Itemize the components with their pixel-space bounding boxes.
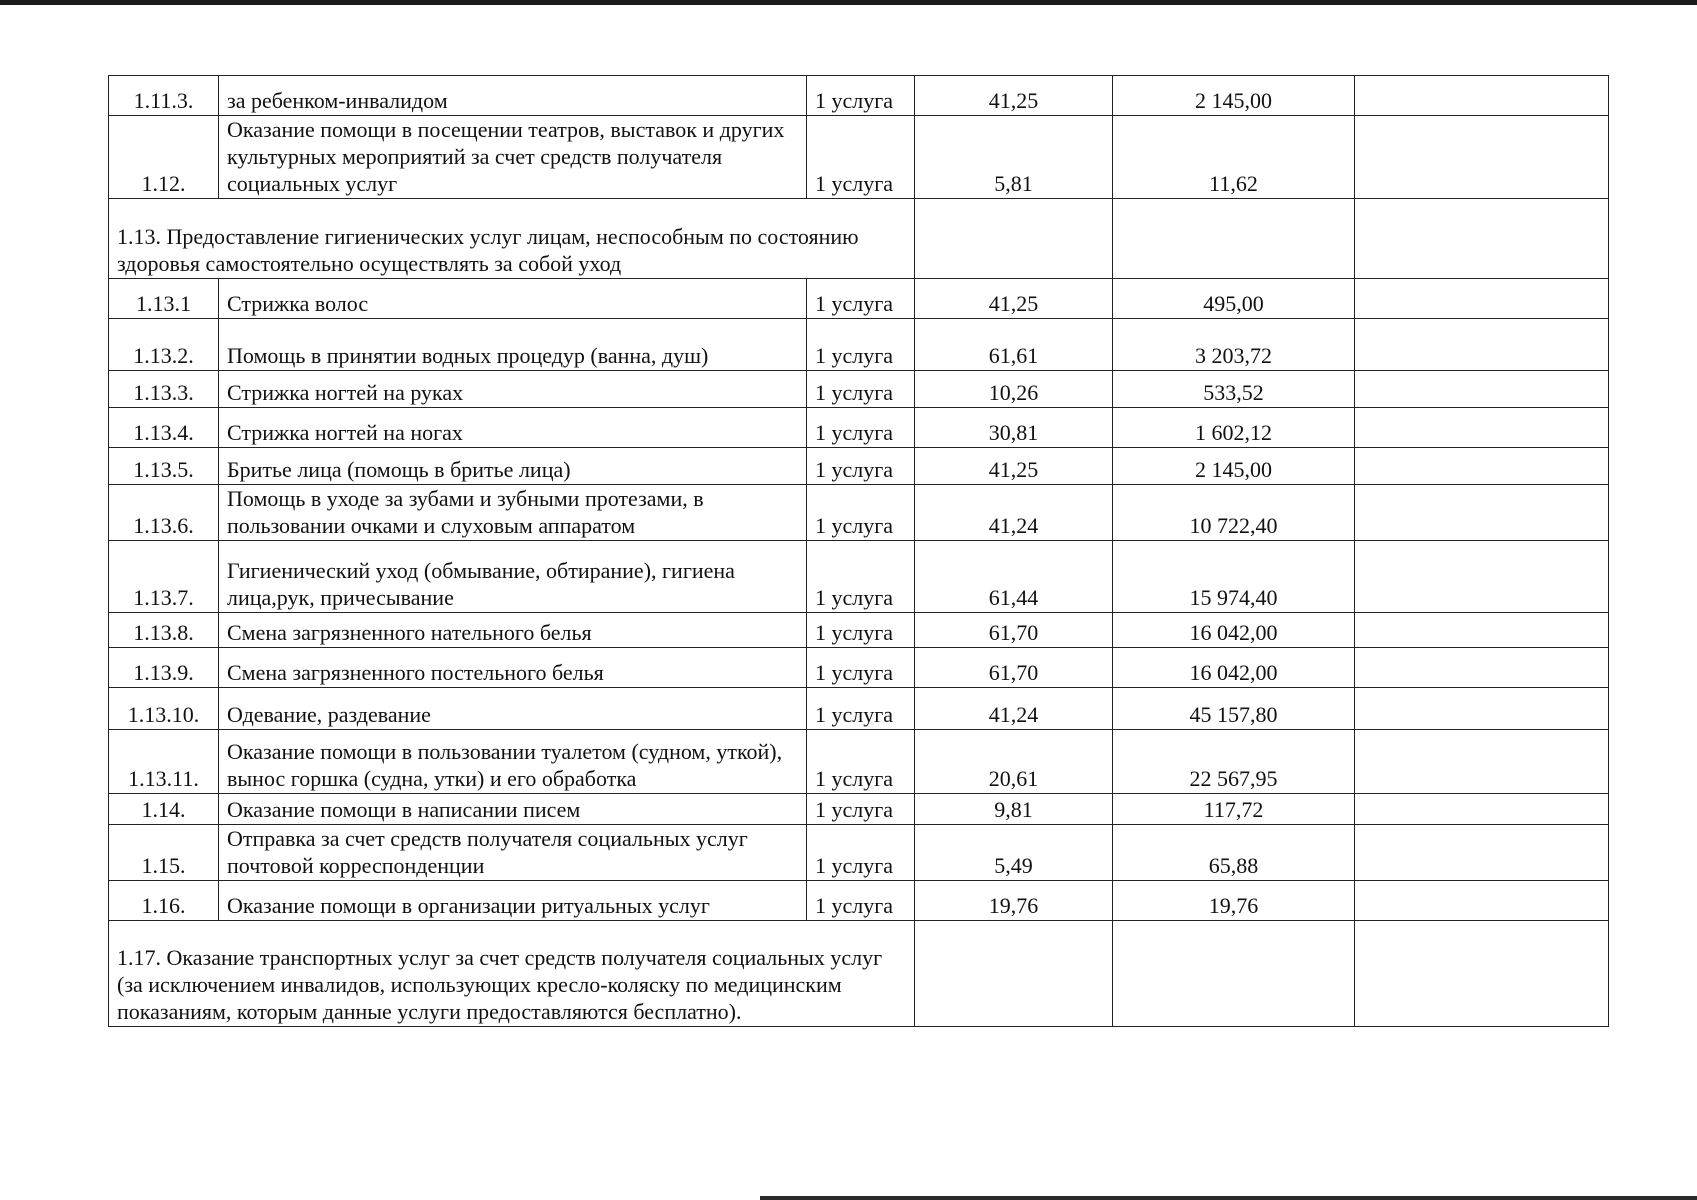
service-name-cell: Бритье лица (помощь в бритье лица) bbox=[219, 448, 807, 485]
total-cell: 533,52 bbox=[1113, 371, 1355, 408]
note-cell bbox=[1355, 116, 1609, 199]
unit-cell: 1 услуга bbox=[807, 648, 915, 688]
item-number-cell: 1.13.1 bbox=[109, 279, 219, 319]
unit-cell: 1 услуга bbox=[807, 371, 915, 408]
price-cell: 41,24 bbox=[915, 688, 1113, 730]
empty-price-cell bbox=[915, 921, 1113, 1027]
service-name-cell: Стрижка волос bbox=[219, 279, 807, 319]
table-row bbox=[109, 279, 1609, 319]
empty-total-cell bbox=[1113, 921, 1355, 1027]
services-table bbox=[108, 75, 1609, 1027]
services-table-body bbox=[109, 76, 1609, 1027]
total-cell: 2 145,00 bbox=[1113, 448, 1355, 485]
price-cell: 5,49 bbox=[915, 825, 1113, 881]
price-cell: 10,26 bbox=[915, 371, 1113, 408]
total-cell: 2 145,00 bbox=[1113, 76, 1355, 116]
item-number-cell: 1.12. bbox=[109, 116, 219, 199]
price-cell: 41,25 bbox=[915, 279, 1113, 319]
note-cell bbox=[1355, 408, 1609, 448]
service-name-cell: Одевание, раздевание bbox=[219, 688, 807, 730]
table-row bbox=[109, 485, 1609, 541]
table-row bbox=[109, 648, 1609, 688]
scan-edge-top bbox=[0, 0, 1697, 5]
unit-cell: 1 услуга bbox=[807, 485, 915, 541]
table-row bbox=[109, 730, 1609, 794]
note-cell bbox=[1355, 76, 1609, 116]
section-row bbox=[109, 199, 1609, 279]
total-cell: 10 722,40 bbox=[1113, 485, 1355, 541]
price-cell: 19,76 bbox=[915, 881, 1113, 921]
total-cell: 495,00 bbox=[1113, 279, 1355, 319]
note-cell bbox=[1355, 613, 1609, 648]
empty-note-cell bbox=[1355, 921, 1609, 1027]
price-cell: 61,70 bbox=[915, 648, 1113, 688]
service-name-cell: Стрижка ногтей на руках bbox=[219, 371, 807, 408]
service-name-cell: Помощь в уходе за зубами и зубными протезами, в пользовании очками и слуховым аппаратом bbox=[219, 485, 807, 541]
service-name-cell: Оказание помощи в организации ритуальных услуг bbox=[219, 881, 807, 921]
empty-total-cell bbox=[1113, 199, 1355, 279]
price-cell: 61,44 bbox=[915, 541, 1113, 613]
service-name-cell: Смена загрязненного постельного белья bbox=[219, 648, 807, 688]
unit-cell: 1 услуга bbox=[807, 730, 915, 794]
item-number-cell: 1.11.3. bbox=[109, 76, 219, 116]
table-row bbox=[109, 448, 1609, 485]
empty-price-cell bbox=[915, 199, 1113, 279]
price-cell: 30,81 bbox=[915, 408, 1113, 448]
table-row bbox=[109, 371, 1609, 408]
price-cell: 41,25 bbox=[915, 448, 1113, 485]
unit-cell: 1 услуга bbox=[807, 825, 915, 881]
table-row bbox=[109, 794, 1609, 825]
unit-cell: 1 услуга bbox=[807, 116, 915, 199]
item-number-cell: 1.13.10. bbox=[109, 688, 219, 730]
table-row bbox=[109, 825, 1609, 881]
scan-edge-bottom bbox=[760, 1196, 1697, 1200]
table-row bbox=[109, 408, 1609, 448]
table-row bbox=[109, 613, 1609, 648]
note-cell bbox=[1355, 319, 1609, 371]
price-cell: 61,70 bbox=[915, 613, 1113, 648]
item-number-cell: 1.13.8. bbox=[109, 613, 219, 648]
total-cell: 117,72 bbox=[1113, 794, 1355, 825]
total-cell: 22 567,95 bbox=[1113, 730, 1355, 794]
item-number-cell: 1.13.3. bbox=[109, 371, 219, 408]
service-name-cell: Оказание помощи в посещении театров, выставок и других культурных мероприятий за счет средств получателя социальных услуг bbox=[219, 116, 807, 199]
item-number-cell: 1.15. bbox=[109, 825, 219, 881]
unit-cell: 1 услуга bbox=[807, 688, 915, 730]
note-cell bbox=[1355, 730, 1609, 794]
table-row bbox=[109, 319, 1609, 371]
note-cell bbox=[1355, 825, 1609, 881]
total-cell: 65,88 bbox=[1113, 825, 1355, 881]
total-cell: 15 974,40 bbox=[1113, 541, 1355, 613]
note-cell bbox=[1355, 371, 1609, 408]
table-row bbox=[109, 76, 1609, 116]
unit-cell: 1 услуга bbox=[807, 613, 915, 648]
section-heading-cell: 1.17. Оказание транспортных услуг за счет средств получателя социальных услуг (за исключением инвалидов, использующих кресло-коляску по медицинским показаниям, которым данные услуги предоставляются бесплатно). bbox=[109, 921, 915, 1027]
note-cell bbox=[1355, 541, 1609, 613]
unit-cell: 1 услуга bbox=[807, 408, 915, 448]
table-row bbox=[109, 881, 1609, 921]
note-cell bbox=[1355, 485, 1609, 541]
price-cell: 9,81 bbox=[915, 794, 1113, 825]
unit-cell: 1 услуга bbox=[807, 448, 915, 485]
price-cell: 20,61 bbox=[915, 730, 1113, 794]
total-cell: 19,76 bbox=[1113, 881, 1355, 921]
price-cell: 41,25 bbox=[915, 76, 1113, 116]
unit-cell: 1 услуга bbox=[807, 881, 915, 921]
note-cell bbox=[1355, 648, 1609, 688]
service-name-cell: Оказание помощи в написании писем bbox=[219, 794, 807, 825]
unit-cell: 1 услуга bbox=[807, 76, 915, 116]
table-row bbox=[109, 541, 1609, 613]
total-cell: 3 203,72 bbox=[1113, 319, 1355, 371]
total-cell: 11,62 bbox=[1113, 116, 1355, 199]
total-cell: 16 042,00 bbox=[1113, 648, 1355, 688]
item-number-cell: 1.14. bbox=[109, 794, 219, 825]
note-cell bbox=[1355, 688, 1609, 730]
table-row bbox=[109, 116, 1609, 199]
unit-cell: 1 услуга bbox=[807, 319, 915, 371]
service-name-cell: Смена загрязненного нательного белья bbox=[219, 613, 807, 648]
unit-cell: 1 услуга bbox=[807, 541, 915, 613]
note-cell bbox=[1355, 794, 1609, 825]
item-number-cell: 1.13.6. bbox=[109, 485, 219, 541]
service-name-cell: Помощь в принятии водных процедур (ванна, душ) bbox=[219, 319, 807, 371]
price-cell: 61,61 bbox=[915, 319, 1113, 371]
unit-cell: 1 услуга bbox=[807, 794, 915, 825]
total-cell: 16 042,00 bbox=[1113, 613, 1355, 648]
note-cell bbox=[1355, 279, 1609, 319]
note-cell bbox=[1355, 448, 1609, 485]
item-number-cell: 1.13.5. bbox=[109, 448, 219, 485]
service-name-cell: за ребенком-инвалидом bbox=[219, 76, 807, 116]
total-cell: 1 602,12 bbox=[1113, 408, 1355, 448]
item-number-cell: 1.13.7. bbox=[109, 541, 219, 613]
item-number-cell: 1.13.9. bbox=[109, 648, 219, 688]
service-name-cell: Отправка за счет средств получателя социальных услуг почтовой корреспонденции bbox=[219, 825, 807, 881]
unit-cell: 1 услуга bbox=[807, 279, 915, 319]
item-number-cell: 1.13.2. bbox=[109, 319, 219, 371]
price-cell: 5,81 bbox=[915, 116, 1113, 199]
table-row bbox=[109, 688, 1609, 730]
service-name-cell: Оказание помощи в пользовании туалетом (судном, уткой), вынос горшка (судна, утки) и его обработка bbox=[219, 730, 807, 794]
item-number-cell: 1.16. bbox=[109, 881, 219, 921]
service-name-cell: Гигиенический уход (обмывание, обтирание), гигиена лица,рук, причесывание bbox=[219, 541, 807, 613]
section-row bbox=[109, 921, 1609, 1027]
item-number-cell: 1.13.11. bbox=[109, 730, 219, 794]
total-cell: 45 157,80 bbox=[1113, 688, 1355, 730]
service-name-cell: Стрижка ногтей на ногах bbox=[219, 408, 807, 448]
note-cell bbox=[1355, 881, 1609, 921]
section-heading-cell: 1.13. Предоставление гигиенических услуг лицам, неспособным по состоянию здоровья самостоятельно осуществлять за собой уход bbox=[109, 199, 915, 279]
price-cell: 41,24 bbox=[915, 485, 1113, 541]
empty-note-cell bbox=[1355, 199, 1609, 279]
item-number-cell: 1.13.4. bbox=[109, 408, 219, 448]
